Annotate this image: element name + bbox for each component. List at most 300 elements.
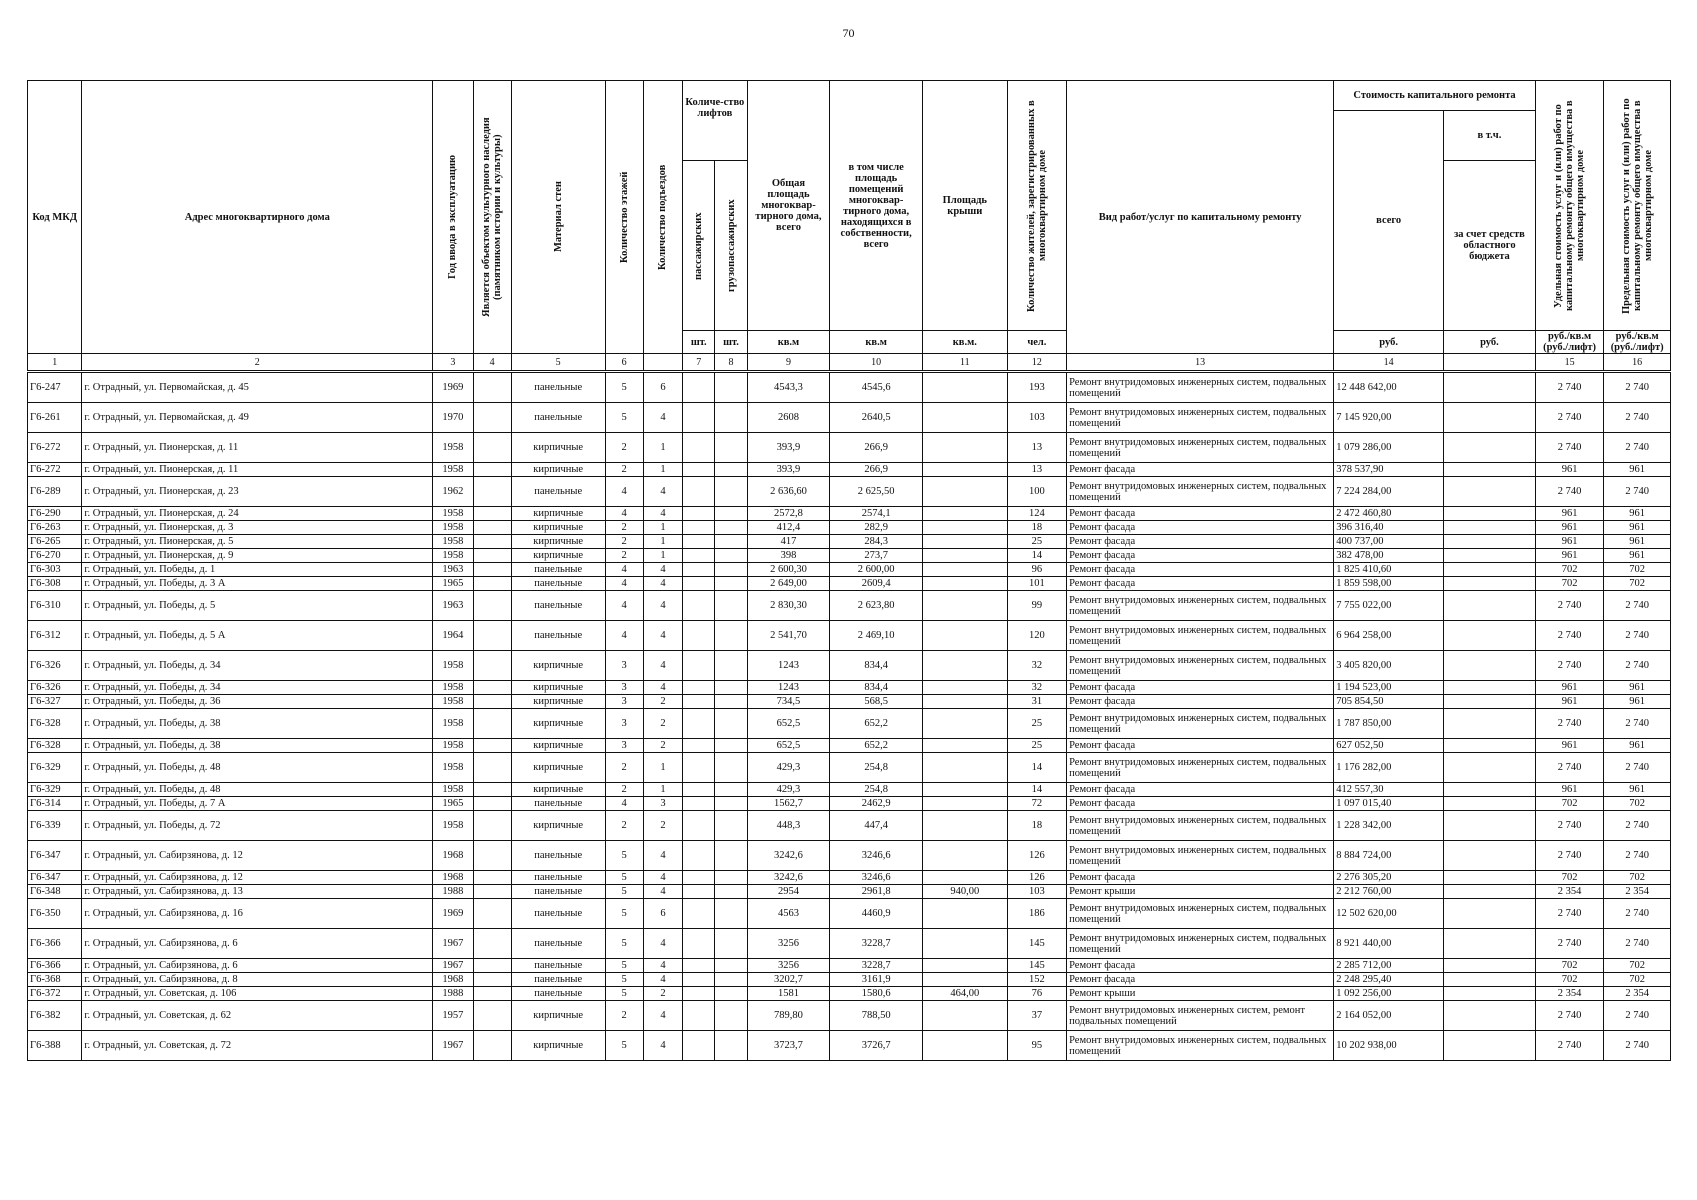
cell-material: кирпичные bbox=[511, 811, 605, 841]
column-number: 5 bbox=[511, 354, 605, 372]
cell-total-area: 429,3 bbox=[747, 783, 830, 797]
cell-specific-cost: 961 bbox=[1535, 535, 1604, 549]
cell-address: г. Отрадный, ул. Победы, д. 48 bbox=[82, 783, 433, 797]
cell-year: 1988 bbox=[433, 987, 473, 1001]
cell-entrances: 4 bbox=[643, 681, 682, 695]
cell-cost-regional bbox=[1444, 403, 1536, 433]
cell-work-type: Ремонт крыши bbox=[1067, 885, 1334, 899]
cell-cost-total: 400 737,00 bbox=[1334, 535, 1444, 549]
cell-floors: 3 bbox=[605, 651, 643, 681]
cell-cost-regional bbox=[1444, 797, 1536, 811]
cell-owned-area: 788,50 bbox=[830, 1001, 923, 1031]
cell-limit-cost: 2 740 bbox=[1604, 621, 1671, 651]
cell-code: Г6-347 bbox=[28, 841, 82, 871]
cell-specific-cost: 961 bbox=[1535, 739, 1604, 753]
cell-material: кирпичные bbox=[511, 549, 605, 563]
cell-cost-regional bbox=[1444, 841, 1536, 871]
cell-address: г. Отрадный, ул. Первомайская, д. 45 bbox=[82, 372, 433, 403]
cell-material: кирпичные bbox=[511, 1031, 605, 1061]
table-row bbox=[28, 1001, 1671, 1031]
cell-residents: 95 bbox=[1007, 1031, 1066, 1061]
cell-lifts-pass bbox=[683, 477, 715, 507]
cell-lifts-pass bbox=[683, 987, 715, 1001]
cell-residents: 193 bbox=[1007, 372, 1066, 403]
cell-material: панельные bbox=[511, 929, 605, 959]
cell-roof-area bbox=[922, 621, 1007, 651]
cell-heritage bbox=[473, 403, 511, 433]
cell-lifts-cargo bbox=[715, 507, 747, 521]
cell-cost-total: 8 921 440,00 bbox=[1334, 929, 1444, 959]
cell-heritage bbox=[473, 753, 511, 783]
cell-total-area: 3723,7 bbox=[747, 1031, 830, 1061]
table-row bbox=[28, 753, 1671, 783]
cell-residents: 37 bbox=[1007, 1001, 1066, 1031]
header-roof-area: Площадь крыши bbox=[922, 81, 1007, 331]
cell-material: кирпичные bbox=[511, 521, 605, 535]
header-year: Год ввода в эксплуатацию bbox=[447, 154, 459, 280]
cell-roof-area bbox=[922, 753, 1007, 783]
cell-lifts-cargo bbox=[715, 871, 747, 885]
cell-code: Г6-382 bbox=[28, 1001, 82, 1031]
cell-lifts-cargo bbox=[715, 681, 747, 695]
cell-material: кирпичные bbox=[511, 709, 605, 739]
cell-entrances: 1 bbox=[643, 783, 682, 797]
cell-address: г. Отрадный, ул. Сабирзянова, д. 12 bbox=[82, 871, 433, 885]
cell-limit-cost: 2 740 bbox=[1604, 841, 1671, 871]
cell-lifts-pass bbox=[683, 959, 715, 973]
unit-lifts-pass: шт. bbox=[683, 331, 715, 354]
cell-material: панельные bbox=[511, 577, 605, 591]
cell-residents: 18 bbox=[1007, 521, 1066, 535]
cell-year: 1958 bbox=[433, 521, 473, 535]
cell-code: Г6-265 bbox=[28, 535, 82, 549]
cell-code: Г6-348 bbox=[28, 885, 82, 899]
cell-entrances: 2 bbox=[643, 987, 682, 1001]
cell-floors: 3 bbox=[605, 739, 643, 753]
cell-owned-area: 2 469,10 bbox=[830, 621, 923, 651]
cell-address: г. Отрадный, ул. Советская, д. 62 bbox=[82, 1001, 433, 1031]
cell-total-area: 1243 bbox=[747, 651, 830, 681]
cell-entrances: 4 bbox=[643, 651, 682, 681]
cell-roof-area bbox=[922, 973, 1007, 987]
cell-lifts-pass bbox=[683, 899, 715, 929]
cell-roof-area bbox=[922, 535, 1007, 549]
header-cost-regional: за счет средств областного бюджета bbox=[1444, 161, 1536, 331]
cell-specific-cost: 2 354 bbox=[1535, 987, 1604, 1001]
cell-lifts-pass bbox=[683, 591, 715, 621]
cell-limit-cost: 702 bbox=[1604, 973, 1671, 987]
cell-total-area: 398 bbox=[747, 549, 830, 563]
cell-cost-regional bbox=[1444, 899, 1536, 929]
cell-material: кирпичные bbox=[511, 695, 605, 709]
cell-work-type: Ремонт внутридомовых инженерных систем, подвальных помещений bbox=[1067, 1031, 1334, 1061]
cell-residents: 145 bbox=[1007, 929, 1066, 959]
cell-heritage bbox=[473, 959, 511, 973]
cell-roof-area bbox=[922, 959, 1007, 973]
cell-code: Г6-303 bbox=[28, 563, 82, 577]
cell-cost-total: 3 405 820,00 bbox=[1334, 651, 1444, 681]
cell-work-type: Ремонт фасада bbox=[1067, 797, 1334, 811]
cell-heritage bbox=[473, 783, 511, 797]
cell-floors: 4 bbox=[605, 477, 643, 507]
cell-owned-area: 254,8 bbox=[830, 753, 923, 783]
cell-specific-cost: 2 740 bbox=[1535, 709, 1604, 739]
cell-material: панельные bbox=[511, 621, 605, 651]
cell-year: 1968 bbox=[433, 871, 473, 885]
cell-address: г. Отрадный, ул. Сабирзянова, д. 12 bbox=[82, 841, 433, 871]
cell-heritage bbox=[473, 463, 511, 477]
cell-lifts-cargo bbox=[715, 463, 747, 477]
cell-floors: 2 bbox=[605, 753, 643, 783]
cell-limit-cost: 702 bbox=[1604, 563, 1671, 577]
cell-roof-area bbox=[922, 563, 1007, 577]
table-row bbox=[28, 563, 1671, 577]
cell-owned-area: 273,7 bbox=[830, 549, 923, 563]
cell-material: кирпичные bbox=[511, 433, 605, 463]
cell-heritage bbox=[473, 899, 511, 929]
cell-address: г. Отрадный, ул. Победы, д. 5 bbox=[82, 591, 433, 621]
cell-residents: 14 bbox=[1007, 783, 1066, 797]
cell-code: Г6-328 bbox=[28, 739, 82, 753]
cell-year: 1964 bbox=[433, 621, 473, 651]
cell-entrances: 4 bbox=[643, 591, 682, 621]
cell-lifts-pass bbox=[683, 871, 715, 885]
cell-limit-cost: 2 740 bbox=[1604, 753, 1671, 783]
cell-cost-total: 1 228 342,00 bbox=[1334, 811, 1444, 841]
cell-floors: 2 bbox=[605, 463, 643, 477]
cell-year: 1958 bbox=[433, 535, 473, 549]
cell-entrances: 2 bbox=[643, 811, 682, 841]
cell-year: 1963 bbox=[433, 591, 473, 621]
cell-year: 1965 bbox=[433, 577, 473, 591]
cell-floors: 5 bbox=[605, 959, 643, 973]
cell-residents: 14 bbox=[1007, 549, 1066, 563]
header-floors: Количество этажей bbox=[618, 171, 630, 263]
cell-specific-cost: 961 bbox=[1535, 783, 1604, 797]
cell-roof-area bbox=[922, 871, 1007, 885]
cell-lifts-cargo bbox=[715, 651, 747, 681]
cell-cost-total: 8 884 724,00 bbox=[1334, 841, 1444, 871]
column-number: 7 bbox=[683, 354, 715, 372]
cell-limit-cost: 961 bbox=[1604, 549, 1671, 563]
cell-entrances: 1 bbox=[643, 549, 682, 563]
cell-code: Г6-327 bbox=[28, 695, 82, 709]
cell-address: г. Отрадный, ул. Пионерская, д. 11 bbox=[82, 433, 433, 463]
cell-cost-total: 7 145 920,00 bbox=[1334, 403, 1444, 433]
cell-address: г. Отрадный, ул. Победы, д. 7 А bbox=[82, 797, 433, 811]
cell-owned-area: 4460,9 bbox=[830, 899, 923, 929]
cell-total-area: 2 830,30 bbox=[747, 591, 830, 621]
cell-entrances: 4 bbox=[643, 403, 682, 433]
header-total-area: Общая площадь многоквар-тирного дома, всего bbox=[747, 81, 830, 331]
cell-specific-cost: 2 740 bbox=[1535, 372, 1604, 403]
cell-owned-area: 284,3 bbox=[830, 535, 923, 549]
cell-year: 1967 bbox=[433, 959, 473, 973]
cell-total-area: 2954 bbox=[747, 885, 830, 899]
cell-total-area: 3242,6 bbox=[747, 871, 830, 885]
cell-code: Г6-290 bbox=[28, 507, 82, 521]
cell-material: панельные bbox=[511, 987, 605, 1001]
cell-cost-total: 1 787 850,00 bbox=[1334, 709, 1444, 739]
cell-owned-area: 834,4 bbox=[830, 651, 923, 681]
cell-code: Г6-314 bbox=[28, 797, 82, 811]
cell-lifts-cargo bbox=[715, 621, 747, 651]
cell-cost-regional bbox=[1444, 577, 1536, 591]
cell-year: 1958 bbox=[433, 463, 473, 477]
cell-cost-regional bbox=[1444, 871, 1536, 885]
cell-year: 1958 bbox=[433, 739, 473, 753]
cell-limit-cost: 961 bbox=[1604, 695, 1671, 709]
cell-roof-area bbox=[922, 709, 1007, 739]
cell-owned-area: 652,2 bbox=[830, 709, 923, 739]
cell-floors: 4 bbox=[605, 577, 643, 591]
cell-year: 1962 bbox=[433, 477, 473, 507]
cell-cost-regional bbox=[1444, 709, 1536, 739]
column-number: 4 bbox=[473, 354, 511, 372]
cell-work-type: Ремонт внутридомовых инженерных систем, подвальных помещений bbox=[1067, 651, 1334, 681]
cell-specific-cost: 961 bbox=[1535, 681, 1604, 695]
cell-cost-regional bbox=[1444, 507, 1536, 521]
cell-address: г. Отрадный, ул. Победы, д. 5 А bbox=[82, 621, 433, 651]
cell-roof-area bbox=[922, 372, 1007, 403]
cell-material: панельные bbox=[511, 885, 605, 899]
cell-specific-cost: 2 740 bbox=[1535, 403, 1604, 433]
cell-owned-area: 3161,9 bbox=[830, 973, 923, 987]
cell-owned-area: 266,9 bbox=[830, 463, 923, 477]
cell-lifts-pass bbox=[683, 507, 715, 521]
cell-roof-area bbox=[922, 433, 1007, 463]
table-row bbox=[28, 811, 1671, 841]
cell-floors: 3 bbox=[605, 681, 643, 695]
cell-total-area: 652,5 bbox=[747, 709, 830, 739]
cell-address: г. Отрадный, ул. Победы, д. 72 bbox=[82, 811, 433, 841]
cell-lifts-cargo bbox=[715, 549, 747, 563]
cell-lifts-cargo bbox=[715, 433, 747, 463]
cell-year: 1969 bbox=[433, 372, 473, 403]
cell-total-area: 448,3 bbox=[747, 811, 830, 841]
cell-work-type: Ремонт внутридомовых инженерных систем, подвальных помещений bbox=[1067, 753, 1334, 783]
cell-cost-regional bbox=[1444, 433, 1536, 463]
cell-owned-area: 2609,4 bbox=[830, 577, 923, 591]
cell-work-type: Ремонт фасада bbox=[1067, 681, 1334, 695]
cell-owned-area: 282,9 bbox=[830, 521, 923, 535]
cell-material: кирпичные bbox=[511, 651, 605, 681]
cell-entrances: 2 bbox=[643, 695, 682, 709]
cell-floors: 5 bbox=[605, 899, 643, 929]
cell-specific-cost: 702 bbox=[1535, 871, 1604, 885]
table-row bbox=[28, 1031, 1671, 1061]
cell-address: г. Отрадный, ул. Пионерская, д. 3 bbox=[82, 521, 433, 535]
cell-cost-regional bbox=[1444, 535, 1536, 549]
cell-cost-total: 1 194 523,00 bbox=[1334, 681, 1444, 695]
cell-code: Г6-329 bbox=[28, 783, 82, 797]
cell-cost-total: 7 224 284,00 bbox=[1334, 477, 1444, 507]
cell-material: кирпичные bbox=[511, 783, 605, 797]
cell-cost-regional bbox=[1444, 811, 1536, 841]
cell-cost-total: 2 164 052,00 bbox=[1334, 1001, 1444, 1031]
cell-specific-cost: 2 740 bbox=[1535, 753, 1604, 783]
cell-code: Г6-263 bbox=[28, 521, 82, 535]
cell-lifts-pass bbox=[683, 929, 715, 959]
cell-work-type: Ремонт внутридомовых инженерных систем, подвальных помещений bbox=[1067, 811, 1334, 841]
cell-floors: 5 bbox=[605, 1031, 643, 1061]
cell-specific-cost: 2 740 bbox=[1535, 651, 1604, 681]
cell-code: Г6-372 bbox=[28, 987, 82, 1001]
cell-lifts-cargo bbox=[715, 797, 747, 811]
cell-work-type: Ремонт внутридомовых инженерных систем, ремонт подвальных помещений bbox=[1067, 1001, 1334, 1031]
table-row bbox=[28, 987, 1671, 1001]
cell-entrances: 4 bbox=[643, 563, 682, 577]
header-heritage: Является объектом культурного наследия (памятником истории и культуры) bbox=[481, 117, 504, 317]
cell-total-area: 417 bbox=[747, 535, 830, 549]
cell-heritage bbox=[473, 709, 511, 739]
cell-entrances: 4 bbox=[643, 1031, 682, 1061]
cell-limit-cost: 961 bbox=[1604, 521, 1671, 535]
cell-work-type: Ремонт внутридомовых инженерных систем, подвальных помещений bbox=[1067, 477, 1334, 507]
cell-year: 1958 bbox=[433, 783, 473, 797]
table-row bbox=[28, 507, 1671, 521]
table-row bbox=[28, 681, 1671, 695]
cell-roof-area bbox=[922, 507, 1007, 521]
cell-year: 1958 bbox=[433, 507, 473, 521]
cell-cost-total: 412 557,30 bbox=[1334, 783, 1444, 797]
cell-address: г. Отрадный, ул. Советская, д. 106 bbox=[82, 987, 433, 1001]
cell-material: панельные bbox=[511, 973, 605, 987]
cell-floors: 4 bbox=[605, 591, 643, 621]
cell-cost-total: 2 472 460,80 bbox=[1334, 507, 1444, 521]
cell-address: г. Отрадный, ул. Победы, д. 1 bbox=[82, 563, 433, 577]
table-row bbox=[28, 591, 1671, 621]
cell-specific-cost: 961 bbox=[1535, 463, 1604, 477]
cell-floors: 2 bbox=[605, 549, 643, 563]
cell-specific-cost: 961 bbox=[1535, 521, 1604, 535]
cell-total-area: 4543,3 bbox=[747, 372, 830, 403]
cell-residents: 25 bbox=[1007, 535, 1066, 549]
cell-entrances: 6 bbox=[643, 899, 682, 929]
header-limit-cost: Предельная стоимость услуг и (или) работ по капитальному ремонту общего имущества в многоквартирном доме bbox=[1620, 97, 1654, 314]
cell-lifts-cargo bbox=[715, 1031, 747, 1061]
cell-material: панельные bbox=[511, 899, 605, 929]
column-number: 12 bbox=[1007, 354, 1066, 372]
cell-cost-total: 1 079 286,00 bbox=[1334, 433, 1444, 463]
table-row bbox=[28, 783, 1671, 797]
cell-address: г. Отрадный, ул. Победы, д. 38 bbox=[82, 739, 433, 753]
cell-specific-cost: 2 740 bbox=[1535, 811, 1604, 841]
cell-heritage bbox=[473, 477, 511, 507]
cell-roof-area bbox=[922, 463, 1007, 477]
cell-limit-cost: 961 bbox=[1604, 681, 1671, 695]
cell-lifts-pass bbox=[683, 841, 715, 871]
cell-material: панельные bbox=[511, 871, 605, 885]
cell-owned-area: 2961,8 bbox=[830, 885, 923, 899]
cell-lifts-pass bbox=[683, 521, 715, 535]
header-specific-cost: Удельная стоимость услуг и (или) работ по капитальному ремонту общего имущества в многоквартирном доме bbox=[1553, 100, 1587, 311]
cell-cost-total: 1 825 410,60 bbox=[1334, 563, 1444, 577]
cell-limit-cost: 702 bbox=[1604, 577, 1671, 591]
cell-entrances: 4 bbox=[643, 885, 682, 899]
column-number: 14 bbox=[1334, 354, 1444, 372]
cell-cost-regional bbox=[1444, 563, 1536, 577]
cell-material: панельные bbox=[511, 477, 605, 507]
column-number: 6 bbox=[605, 354, 643, 372]
cell-limit-cost: 2 740 bbox=[1604, 433, 1671, 463]
cell-floors: 5 bbox=[605, 871, 643, 885]
cell-entrances: 4 bbox=[643, 577, 682, 591]
cell-material: панельные bbox=[511, 591, 605, 621]
cell-floors: 5 bbox=[605, 987, 643, 1001]
header-lifts-cargo: грузопассажирских bbox=[725, 199, 737, 292]
cell-total-area: 734,5 bbox=[747, 695, 830, 709]
header-lifts-pass: пассажирских bbox=[693, 211, 705, 280]
cell-code: Г6-326 bbox=[28, 681, 82, 695]
cell-address: г. Отрадный, ул. Пионерская, д. 9 bbox=[82, 549, 433, 563]
cell-total-area: 2 649,00 bbox=[747, 577, 830, 591]
cell-floors: 3 bbox=[605, 695, 643, 709]
cell-code: Г6-312 bbox=[28, 621, 82, 651]
cell-owned-area: 3228,7 bbox=[830, 929, 923, 959]
cell-specific-cost: 2 740 bbox=[1535, 591, 1604, 621]
table-row bbox=[28, 973, 1671, 987]
cell-work-type: Ремонт фасада bbox=[1067, 959, 1334, 973]
cell-work-type: Ремонт внутридомовых инженерных систем, подвальных помещений bbox=[1067, 372, 1334, 403]
cell-entrances: 2 bbox=[643, 739, 682, 753]
column-number-row bbox=[28, 354, 1671, 372]
cell-total-area: 789,80 bbox=[747, 1001, 830, 1031]
cell-heritage bbox=[473, 841, 511, 871]
cell-owned-area: 447,4 bbox=[830, 811, 923, 841]
cell-specific-cost: 2 740 bbox=[1535, 1001, 1604, 1031]
cell-heritage bbox=[473, 885, 511, 899]
cell-owned-area: 266,9 bbox=[830, 433, 923, 463]
cell-lifts-cargo bbox=[715, 973, 747, 987]
cell-entrances: 1 bbox=[643, 463, 682, 477]
unit-specific-cost: руб./кв.м (руб./лифт) bbox=[1535, 331, 1604, 354]
cell-cost-total: 2 276 305,20 bbox=[1334, 871, 1444, 885]
cell-heritage bbox=[473, 739, 511, 753]
cell-floors: 3 bbox=[605, 709, 643, 739]
cell-entrances: 3 bbox=[643, 797, 682, 811]
cell-year: 1958 bbox=[433, 695, 473, 709]
cell-work-type: Ремонт фасада bbox=[1067, 973, 1334, 987]
cell-lifts-pass bbox=[683, 372, 715, 403]
table-row bbox=[28, 709, 1671, 739]
cell-limit-cost: 2 740 bbox=[1604, 403, 1671, 433]
cell-residents: 103 bbox=[1007, 885, 1066, 899]
cell-entrances: 4 bbox=[643, 507, 682, 521]
cell-address: г. Отрадный, ул. Победы, д. 34 bbox=[82, 651, 433, 681]
cell-owned-area: 3246,6 bbox=[830, 841, 923, 871]
cell-lifts-pass bbox=[683, 739, 715, 753]
cell-owned-area: 2640,5 bbox=[830, 403, 923, 433]
cell-lifts-cargo bbox=[715, 885, 747, 899]
column-number: 16 bbox=[1604, 354, 1671, 372]
cell-address: г. Отрадный, ул. Победы, д. 48 bbox=[82, 753, 433, 783]
cell-cost-regional bbox=[1444, 477, 1536, 507]
cell-lifts-cargo bbox=[715, 521, 747, 535]
cell-address: г. Отрадный, ул. Сабирзянова, д. 6 bbox=[82, 929, 433, 959]
cell-specific-cost: 2 740 bbox=[1535, 899, 1604, 929]
column-number: 9 bbox=[747, 354, 830, 372]
cell-entrances: 4 bbox=[643, 477, 682, 507]
cell-address: г. Отрадный, ул. Советская, д. 72 bbox=[82, 1031, 433, 1061]
cell-lifts-pass bbox=[683, 695, 715, 709]
cell-total-area: 429,3 bbox=[747, 753, 830, 783]
cell-lifts-pass bbox=[683, 681, 715, 695]
table-row bbox=[28, 651, 1671, 681]
cell-work-type: Ремонт фасада bbox=[1067, 739, 1334, 753]
table-row bbox=[28, 739, 1671, 753]
unit-lifts-cargo: шт. bbox=[715, 331, 747, 354]
